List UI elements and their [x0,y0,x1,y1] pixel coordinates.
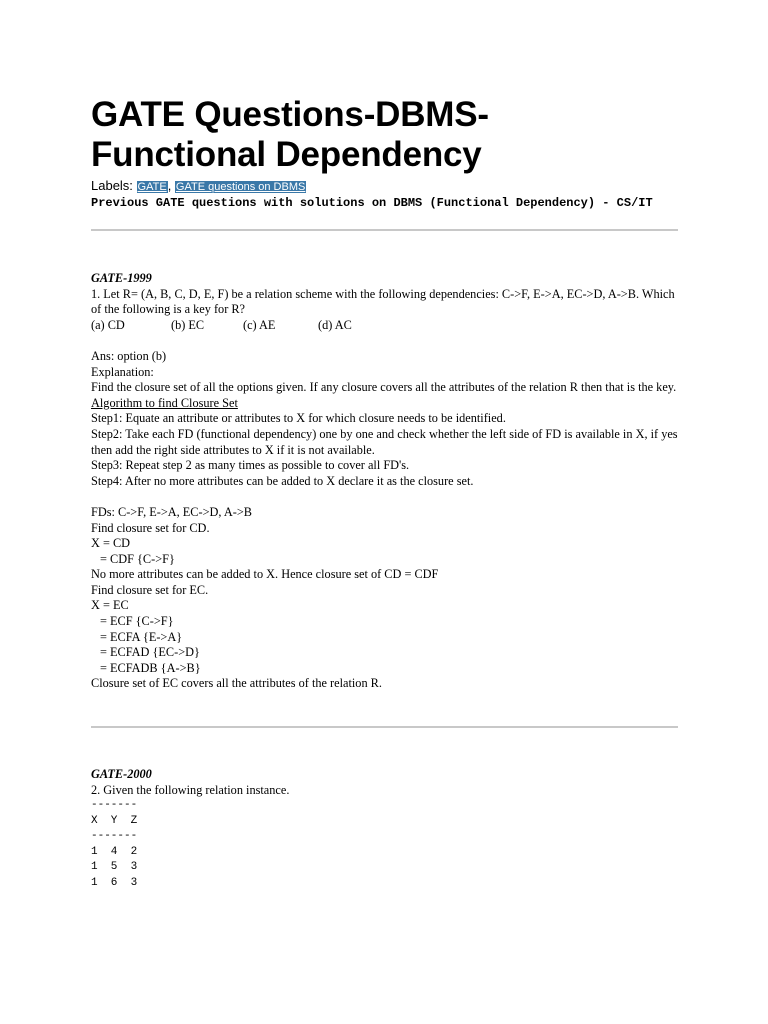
title-line-1: GATE Questions-DBMS- [91,95,489,134]
option-d: (d) AC [318,317,352,332]
divider-middle [91,726,678,728]
explanation-label: Explanation: [91,364,154,379]
option-c: (c) AE [243,317,276,332]
ec-find: Find closure set for EC. [91,582,209,597]
page-title [91,95,678,175]
table-row: 1 4 2 [91,845,138,858]
table-row: 1 6 3 [91,876,138,889]
ec-step-4: = ECFADB {A->B} [100,660,201,675]
question-2-text: 2. Given the following relation instance. [91,782,290,797]
explanation-text: Find the closure set of all the options given. If any closure covers all the attributes of the relation R then that is the key. [91,380,677,395]
label-link-gate[interactable]: GATE [137,181,167,193]
ec-step-1: = ECF {C->F} [100,614,174,629]
question-1-text: 1. Let R= (A, B, C, D, E, F) be a relation scheme with the following dependencies: C->F, E->A, EC->D, A->B. Which of the following is a key for R? [91,286,675,317]
ec-step-3: = ECFAD {EC->D} [100,645,200,660]
labels-separator: , [167,178,175,193]
step-2: Step2: Take each FD (functional dependency) one by one and check whether the left side of FD is available in X, if yes then add the right side attributes to X if it is not available. [91,426,678,457]
option-b: (b) EC [171,317,205,332]
page-subtitle: Previous GATE questions with solutions on DBMS (Functional Dependency) - CS/IT [91,196,653,210]
label-link-gate-dbms[interactable]: GATE questions on DBMS [175,181,306,193]
cd-result: No more attributes can be added to X. Hence closure set of CD = CDF [91,567,439,582]
question-1-year: GATE-1999 [91,271,152,285]
article [91,95,678,891]
labels-prefix: Labels: [91,178,137,193]
question-1-options [91,318,678,334]
ec-step-2: = ECFA {E->A} [100,629,183,644]
algorithm-title: Algorithm to find Closure Set [91,395,238,410]
table-rule-top: ------- [91,799,138,812]
table-rule-mid: ------- [91,830,138,843]
labels-row [91,178,678,195]
step-4: Step4: After no more attributes can be added to X declare it as the closure set. [91,473,474,488]
fds-line: FDs: C->F, E->A, EC->D, A->B [91,504,253,519]
ec-x: X = EC [91,598,129,613]
cd-find: Find closure set for CD. [91,520,210,535]
question-2-section [91,767,678,891]
cd-x: X = CD [91,536,131,551]
question-2-year: GATE-2000 [91,767,152,782]
ec-result: Closure set of EC covers all the attributes of the relation R. [91,676,382,691]
cd-step-1: = CDF {C->F} [100,551,175,566]
option-a: (a) CD [91,317,125,332]
table-header: X Y Z [91,814,138,827]
step-3: Step3: Repeat step 2 as many times as possible to cover all FD's. [91,458,410,473]
divider-top [91,229,678,231]
table-row: 1 5 3 [91,861,138,874]
title-line-2: Functional Dependency [91,135,482,174]
answer: Ans: option (b) [91,348,167,363]
step-1: Step1: Equate an attribute or attributes to X for which closure needs to be identified. [91,411,506,426]
question-1-section [91,271,678,692]
relation-table [91,798,678,891]
